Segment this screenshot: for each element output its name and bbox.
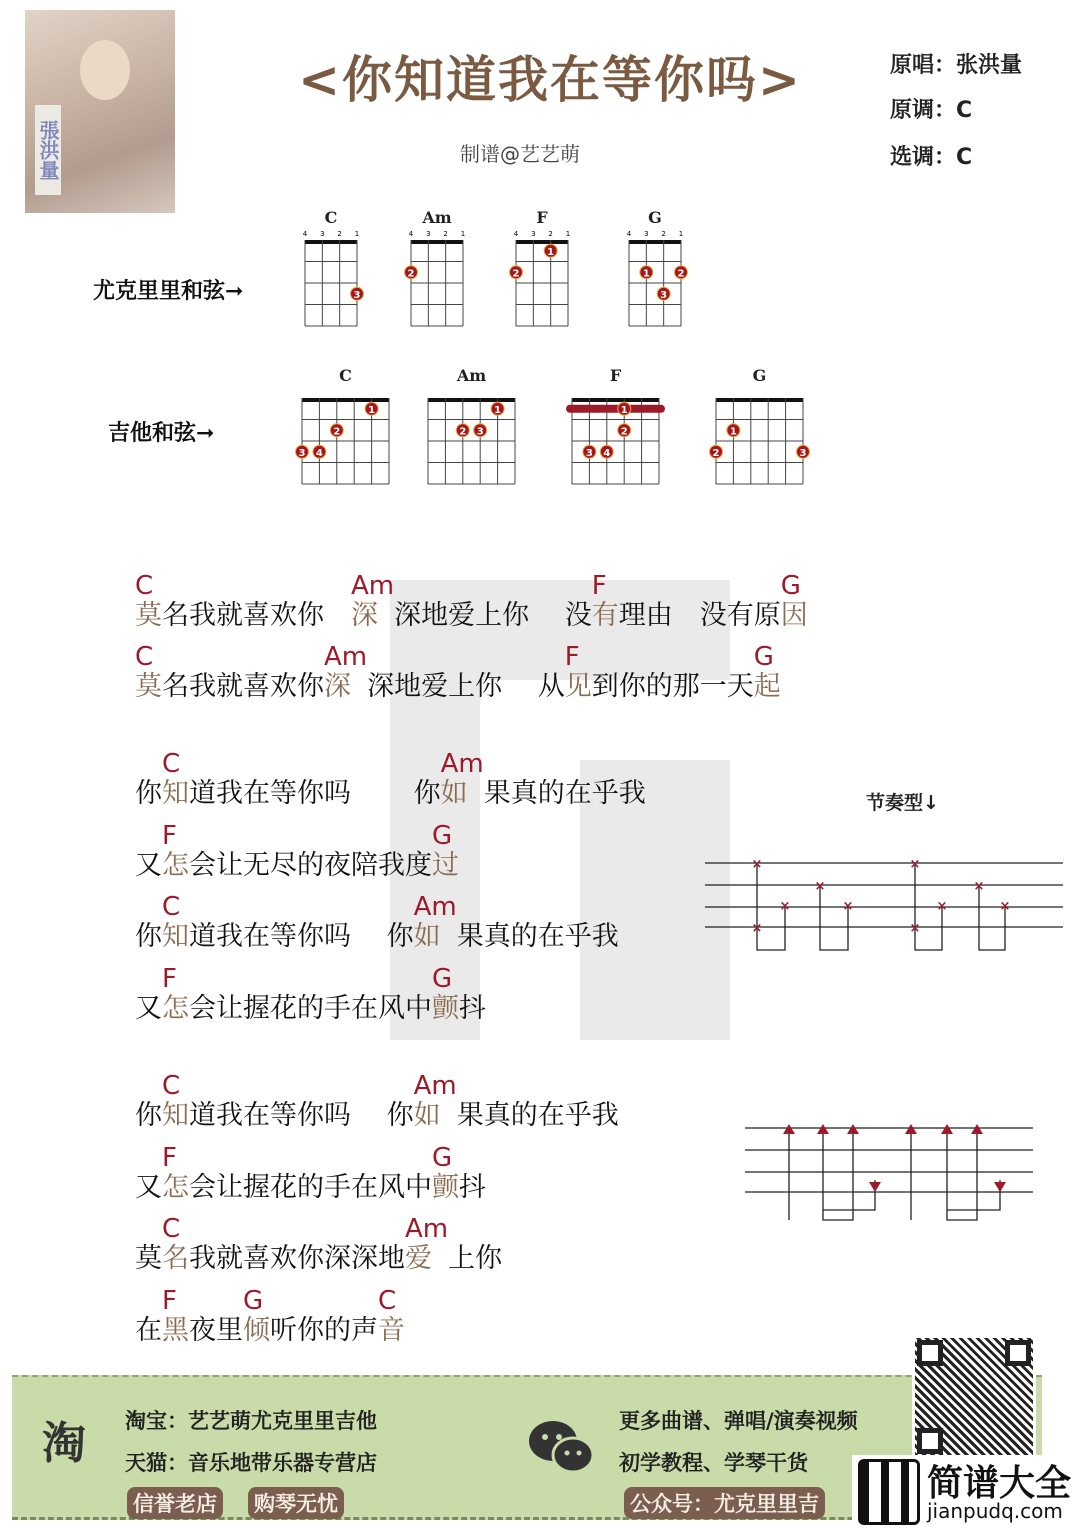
chord-symbol: G (780, 571, 801, 601)
guitar-chord-F (564, 384, 667, 494)
chord-syllable (414, 893, 457, 953)
lyric-text: 知 (162, 921, 189, 952)
string-number: 3 (644, 230, 649, 238)
site-url: jianpudq.com (927, 1499, 1063, 1523)
finger-number: 4 (315, 447, 323, 459)
finger-number: 2 (677, 268, 685, 280)
lyric-segment (459, 965, 486, 1025)
taobao-shop: 淘宝：艺艺萌尤克里里吉他 (125, 1409, 377, 1433)
lyric-segment (135, 822, 162, 882)
lyric-text: 莫 (135, 671, 162, 702)
lyric-segment (619, 572, 781, 632)
lyric-segment (189, 822, 432, 882)
lyric-segment (162, 572, 351, 632)
string-number: 4 (513, 230, 519, 238)
chord-symbol: F (564, 642, 580, 672)
finger-number: 2 (459, 426, 467, 438)
lyric-segment (459, 1144, 486, 1204)
chord-symbol: Am (351, 571, 395, 601)
string-number: 3 (426, 230, 431, 238)
lyric-segment (162, 643, 324, 703)
lyric-text: 有 (591, 600, 619, 631)
guitar-chord-name: C (339, 366, 352, 385)
lyric-text: 理由 没有原 (618, 600, 781, 631)
lyric-segment (189, 1287, 243, 1347)
finger-number: 2 (333, 426, 341, 438)
finger-number: 3 (353, 289, 361, 301)
lyric-text: 道我在等你吗 你 (189, 1100, 414, 1131)
lyric-line (135, 572, 808, 632)
string-number: 3 (320, 230, 325, 238)
cover-text: 張洪量 (35, 105, 61, 195)
lyric-line (135, 750, 646, 810)
chord-syllable (162, 1072, 189, 1132)
lyric-segment (394, 572, 592, 632)
lyric-segment (189, 893, 414, 953)
singer: 原唱：张洪量 (890, 53, 1023, 78)
lyric-text: 果真的在乎我 (483, 778, 646, 809)
chord-syllable (592, 572, 619, 632)
lyric-segment (135, 893, 162, 953)
guitar-chord-G (708, 384, 811, 494)
finger-number: 1 (547, 246, 555, 258)
svg-text:×: × (999, 899, 1011, 914)
lyric-text: 夜里 (189, 1315, 243, 1346)
lyric-text: 会让握花的手在风中 (189, 1172, 432, 1203)
lyric-text: 名我就喜欢你 (162, 671, 324, 702)
lyric-text: 因 (780, 600, 808, 631)
lyric-line (135, 1144, 486, 1204)
chord-symbol: F (162, 1143, 177, 1173)
string-number: 2 (443, 230, 448, 238)
chord-syllable (414, 1072, 457, 1132)
chord-symbol: G (753, 642, 774, 672)
chord-syllable (351, 572, 394, 632)
wechat-account: 公众号：尤克里里吉 (624, 1487, 825, 1519)
rhythm-pattern-1 (705, 855, 1065, 955)
finger-number: 3 (476, 426, 484, 438)
svg-text:×: × (779, 899, 791, 914)
lyric-text: 又 (135, 850, 162, 881)
chord-syllable (405, 1215, 448, 1275)
rhythm-pattern-label: 节奏型↓ (866, 792, 939, 814)
lyric-segment (135, 1144, 162, 1204)
lyric-line (135, 1287, 405, 1347)
chord-syllable (162, 1144, 189, 1204)
lyric-text: 深地爱上你 没 (394, 600, 592, 631)
lyric-text: 音 (378, 1315, 405, 1346)
lyric-text: 如 (413, 921, 441, 952)
lyric-text: 见 (564, 671, 592, 702)
finger-number: 1 (620, 404, 628, 416)
lyric-text: 抖 (459, 1172, 486, 1203)
lyric-text: 深 (351, 600, 378, 631)
lyric-text: 到你的那一天 (591, 671, 754, 702)
chord-symbol: F (162, 964, 177, 994)
lyric-text: 又 (135, 993, 162, 1024)
chord-syllable (324, 643, 367, 703)
lyric-text: 果真的在乎我 (456, 921, 619, 952)
lyric-text: 道我在等你吗 你 (189, 921, 414, 952)
chord-syllable (162, 1287, 189, 1347)
lyric-text: 怎 (162, 850, 189, 881)
lyric-segment (367, 643, 565, 703)
lyric-line (135, 965, 486, 1025)
lyric-text: 在 (135, 1315, 162, 1346)
guitar-chord-Am (420, 384, 523, 494)
chord-symbol: C (162, 1071, 181, 1101)
chord-symbol: F (591, 571, 607, 601)
finger-number: 3 (298, 447, 306, 459)
lyric-text: 你 (135, 778, 162, 809)
more-scores-text: 更多曲谱、弹唱/演奏视频 (619, 1409, 858, 1433)
chord-syllable (162, 822, 189, 882)
guitar-chord-C (294, 384, 397, 494)
lyric-segment (189, 1072, 414, 1132)
lyric-text: 我就喜欢你深深地 (189, 1243, 405, 1274)
ukulele-chords-label: 尤克里里和弦➞ (93, 279, 244, 304)
lyric-segment (270, 1287, 378, 1347)
finger-number: 3 (660, 289, 668, 301)
finger-number: 2 (620, 426, 628, 438)
chord-symbol: Am (324, 642, 368, 672)
lyric-segment (135, 750, 162, 810)
lyric-text: 如 (440, 778, 468, 809)
lyric-segment (189, 1144, 432, 1204)
chord-syllable (162, 750, 189, 810)
svg-text:×: × (842, 899, 854, 914)
chord-symbol: C (162, 749, 181, 779)
badge-worry-free: 购琴无忧 (248, 1487, 344, 1519)
lyric-text: 上你 (448, 1243, 503, 1274)
lyric-text: 如 (413, 1100, 441, 1131)
guitar-chord-name: Am (456, 366, 487, 385)
lyric-line (135, 822, 459, 882)
svg-text:×: × (936, 899, 948, 914)
lyric-text: 又 (135, 1172, 162, 1203)
chord-syllable (565, 643, 592, 703)
tmall-shop: 天猫：音乐地带乐器专营店 (125, 1451, 377, 1475)
lyric-text: 倾 (243, 1315, 270, 1346)
svg-text:×: × (751, 921, 763, 936)
ukulele-chord-name: G (648, 208, 662, 227)
lyric-text: 你 (135, 921, 162, 952)
chord-syllable (432, 822, 459, 882)
string-number: 2 (337, 230, 342, 238)
lyric-text: 道我在等你吗 你 (189, 778, 441, 809)
string-number: 4 (408, 230, 414, 238)
lyric-text: 听你的声 (270, 1315, 378, 1346)
chord-syllable (781, 572, 808, 632)
lyric-text: 深地爱上你 从 (367, 671, 565, 702)
chord-syllable (432, 965, 459, 1025)
wechat-icon (527, 1417, 595, 1477)
string-number: 3 (531, 230, 536, 238)
ukulele-chord-F (508, 226, 576, 336)
ukulele-chord-Am (403, 226, 471, 336)
string-number: 2 (548, 230, 553, 238)
lyric-text: 你 (135, 1100, 162, 1131)
finger-number: 1 (368, 404, 376, 416)
lyric-text: 知 (162, 778, 189, 809)
chord-syllable (162, 965, 189, 1025)
chord-syllable (162, 893, 189, 953)
lyric-text: 会让无尽的夜陪我度 (189, 850, 432, 881)
finger-number: 2 (407, 268, 415, 280)
finger-number: 2 (512, 268, 520, 280)
chord-syllable (754, 643, 781, 703)
lyric-line (135, 893, 619, 953)
ukulele-chord-G (621, 226, 689, 336)
original-key: 原调：C (890, 98, 973, 123)
svg-text:×: × (973, 879, 985, 894)
lyric-segment (135, 1287, 162, 1347)
chord-symbol: C (135, 642, 154, 672)
finger-number: 2 (712, 447, 720, 459)
chord-syllable (162, 1215, 189, 1275)
string-number: 1 (565, 230, 571, 238)
chord-symbol: C (135, 571, 154, 601)
lyric-segment (592, 643, 754, 703)
chord-syllable (378, 1287, 405, 1347)
lyric-text: 名 (162, 1243, 189, 1274)
lyric-segment (484, 750, 646, 810)
finger-number: 3 (585, 447, 593, 459)
piano-icon (858, 1459, 920, 1525)
lyric-text: 过 (432, 850, 459, 881)
badge-trusted: 信誉老店 (127, 1487, 223, 1519)
svg-text:×: × (814, 879, 826, 894)
chord-syllable (441, 750, 484, 810)
chord-symbol: Am (413, 892, 457, 922)
lyric-segment (189, 1215, 405, 1275)
site-name: 简谱大全 (927, 1463, 1072, 1504)
guitar-chord-name: F (609, 366, 622, 385)
ukulele-chord-name: Am (422, 208, 452, 227)
chord-syllable (135, 643, 162, 703)
lyric-text: 果真的在乎我 (456, 1100, 619, 1131)
lyric-segment (448, 1215, 502, 1275)
finger-number: 1 (494, 404, 502, 416)
arranger-credit: 制谱@艺艺萌 (460, 142, 580, 166)
finger-number: 3 (799, 447, 807, 459)
string-number: 1 (678, 230, 684, 238)
guitar-chords-label: 吉他和弦➞ (108, 421, 215, 446)
string-number: 4 (626, 230, 632, 238)
qr-code (912, 1335, 1036, 1459)
lyric-text: 怎 (162, 993, 189, 1024)
lyric-text: 莫 (135, 1243, 162, 1274)
lyric-text: 颤 (432, 993, 459, 1024)
lyric-line (135, 1215, 502, 1275)
chord-symbol: G (243, 1286, 264, 1316)
lyric-text: 深 (324, 671, 351, 702)
lyric-text: 黑 (162, 1315, 189, 1346)
svg-text:×: × (751, 857, 763, 872)
lyric-text: 起 (753, 671, 781, 702)
lyric-text: 颤 (432, 1172, 459, 1203)
lyric-segment (135, 1215, 162, 1275)
song-title: <你知道我在等你吗> (298, 51, 802, 109)
rhythm-pattern-2 (745, 1120, 1035, 1225)
lyric-text: 会让握花的手在风中 (189, 993, 432, 1024)
chord-symbol: G (432, 821, 453, 851)
lyric-text: 抖 (459, 993, 486, 1024)
chord-symbol: C (162, 892, 181, 922)
lyric-segment (457, 893, 619, 953)
ukulele-chord-name: C (324, 208, 338, 227)
lyric-text: 知 (162, 1100, 189, 1131)
ukulele-chord-C (297, 226, 365, 336)
ukulele-chord-name: F (536, 208, 548, 227)
chord-symbol: Am (413, 1071, 457, 1101)
finger-number: 1 (642, 268, 650, 280)
chord-symbol: F (162, 821, 177, 851)
barre (566, 405, 665, 413)
tutorials-text: 初学教程、学琴干货 (619, 1451, 808, 1475)
chord-symbol: C (162, 1214, 181, 1244)
chord-symbol: Am (440, 749, 484, 779)
lyric-segment (189, 750, 441, 810)
chord-symbol: G (432, 1143, 453, 1173)
string-number: 2 (661, 230, 666, 238)
album-cover (25, 10, 175, 213)
guitar-chord-name: G (752, 366, 767, 385)
lyric-segment (135, 965, 162, 1025)
lyric-text: 怎 (162, 1172, 189, 1203)
chord-symbol: F (162, 1286, 177, 1316)
lyric-line (135, 1072, 619, 1132)
lyric-text: 爱 (405, 1243, 432, 1274)
chord-symbol: G (432, 964, 453, 994)
lyric-segment (189, 965, 432, 1025)
string-number: 4 (302, 230, 308, 238)
chord-syllable (432, 1144, 459, 1204)
chord-symbol: C (378, 1286, 397, 1316)
finger-number: 4 (603, 447, 611, 459)
lyric-segment (457, 1072, 619, 1132)
svg-text:×: × (909, 857, 921, 872)
lyric-line (135, 643, 781, 703)
chord-syllable (135, 572, 162, 632)
jianpudq-logo[interactable] (852, 1455, 1079, 1528)
chord-syllable (243, 1287, 270, 1347)
selected-key: 选调：C (890, 145, 973, 170)
lyric-segment (135, 1072, 162, 1132)
finger-number: 1 (729, 426, 737, 438)
lyric-text: 名我就喜欢你 (162, 600, 351, 631)
string-number: 1 (460, 230, 466, 238)
string-number: 1 (354, 230, 360, 238)
lyric-text: 莫 (135, 600, 162, 631)
chord-symbol: Am (405, 1214, 449, 1244)
svg-text:×: × (909, 921, 921, 936)
taobao-icon: 淘 (42, 1418, 86, 1469)
